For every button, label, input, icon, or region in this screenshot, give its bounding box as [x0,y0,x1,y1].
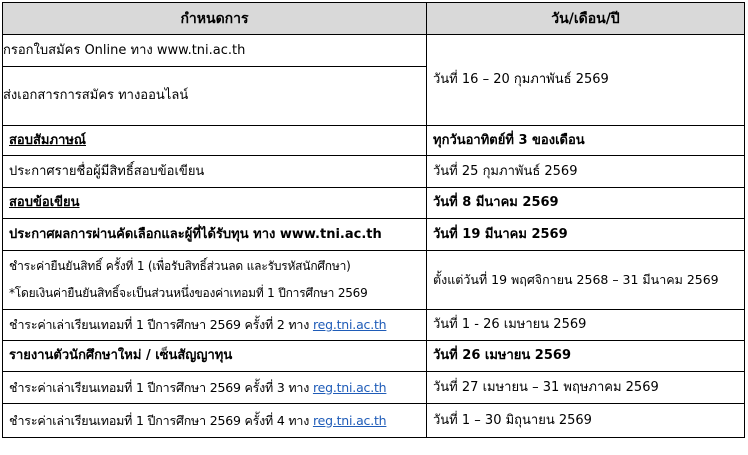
table-header-row [3,3,745,35]
activity-cell: ประกาศผลการผ่านคัดเลือกและผู้ที่ได้รับทุน ทาง www.tni.ac.th [3,219,427,251]
activity-cell [3,372,427,404]
activity-cell [3,404,427,438]
activity-cell: รายงานตัวนักศึกษาใหม่ / เซ็นสัญญาทุน [3,341,427,372]
date-cell: วันที่ 1 - 26 เมษายน 2569 [427,310,745,341]
activity-cell [3,35,427,126]
activity-cell: สอบสัมภาษณ์ [3,126,427,156]
activity-text: ชำระค่าเล่าเรียนเทอมที่ 1 ปีการศึกษา 2569 ครั้งที่ 2 ทาง [9,317,313,332]
table-row [3,310,745,341]
activity-line: ชำระค่ายืนยันสิทธิ์ ครั้งที่ 1 (เพื่อรับสิทธิ์ส่วนลด และรับรหัสนักศึกษา) [9,259,351,273]
date-cell: วันที่ 26 เมษายน 2569 [427,341,745,372]
table-row [3,219,745,251]
header-date: วัน/เดือน/ปี [427,3,745,35]
activity-note: *โดยเงินค่ายืนยันสิทธิ์จะเป็นส่วนหนึ่งของค่าเทอมที่ 1 ปีการศึกษา 2569 [9,286,368,300]
date-cell: วันที่ 27 เมษายน – 31 พฤษภาคม 2569 [427,372,745,404]
date-cell: ทุกวันอาทิตย์ที่ 3 ของเดือน [427,126,745,156]
date-cell: วันที่ 8 มีนาคม 2569 [427,188,745,219]
date-cell: ตั้งแต่วันที่ 19 พฤศจิกายน 2568 – 31 มีนาคม 2569 [427,251,745,310]
reg-link[interactable]: reg.tni.ac.th [312,317,387,332]
table-row [3,404,745,438]
activity-cell [3,251,427,310]
activity-cell [3,310,427,341]
table-row [3,251,745,310]
date-cell: วันที่ 16 – 20 กุมภาพันธ์ 2569 [427,35,745,126]
activity-text: ชำระค่าเล่าเรียนเทอมที่ 1 ปีการศึกษา 2569 ครั้งที่ 3 ทาง [9,379,313,395]
activity-line: ส่งเอกสารการสมัคร ทางออนไลน์ [3,88,189,103]
activity-text: ชำระค่าเล่าเรียนเทอมที่ 1 ปีการศึกษา 2569 ครั้งที่ 4 ทาง [9,412,313,428]
activity-cell: ประกาศรายชื่อผู้มีสิทธิ์สอบข้อเขียน [3,156,427,188]
table-row [3,126,745,156]
date-cell: วันที่ 1 – 30 มิถุนายน 2569 [427,404,745,438]
date-cell: วันที่ 19 มีนาคม 2569 [427,219,745,251]
reg-link[interactable]: reg.tni.ac.th [312,412,387,428]
schedule-table [2,2,745,438]
reg-link[interactable]: reg.tni.ac.th [312,379,387,395]
header-activity: กำหนดการ [3,3,427,35]
table-row [3,35,745,126]
activity-cell: สอบข้อเขียน [3,188,427,219]
date-cell: วันที่ 25 กุมภาพันธ์ 2569 [427,156,745,188]
activity-line: กรอกใบสมัคร Online ทาง www.tni.ac.th [3,35,427,67]
table-row [3,188,745,219]
table-row [3,341,745,372]
table-row [3,372,745,404]
table-row [3,156,745,188]
